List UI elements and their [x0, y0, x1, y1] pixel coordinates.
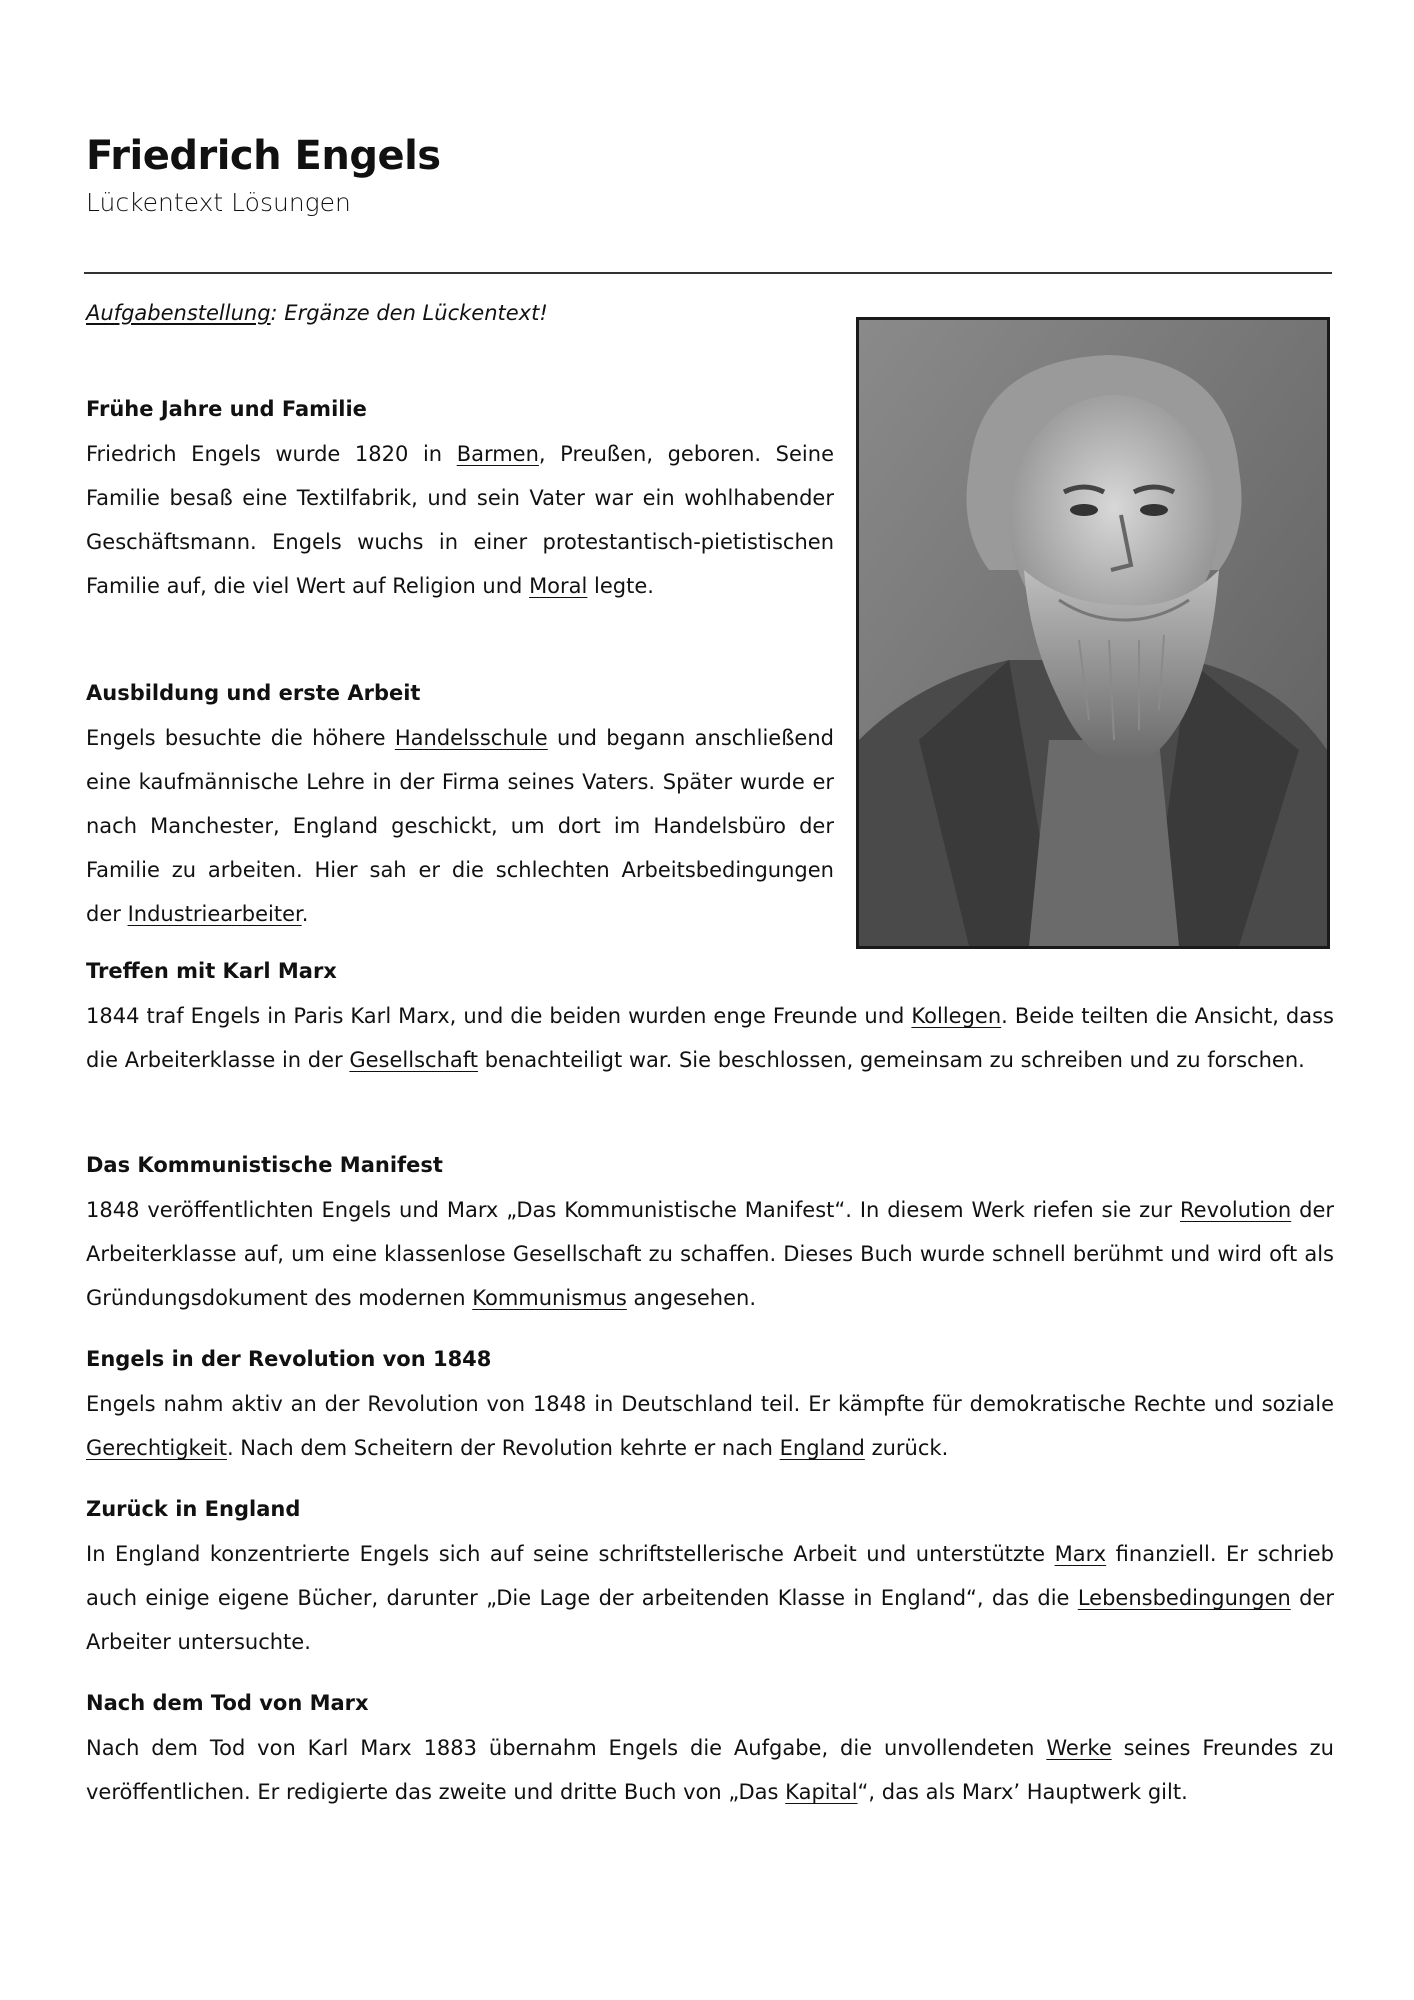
task-instruction [86, 300, 548, 327]
solution-word: Werke [1046, 1736, 1112, 1761]
solution-word: England [779, 1436, 865, 1461]
portrait-image [859, 320, 1327, 946]
section-ausbildung [86, 680, 834, 936]
solution-word: Marx [1054, 1542, 1107, 1567]
section-heading: Nach dem Tod von Marx [86, 1691, 369, 1715]
solution-word: Handelsschule [394, 726, 548, 751]
section-text: Engels nahm aktiv an der Revolution von 1848 in Deutschland teil. Er kämpfte für demokratische Rechte und soziale Gerechtigkeit. Nach dem Scheitern der Revolution kehrte er nach England zurück. [86, 1392, 1334, 1461]
section-heading: Frühe Jahre und Familie [86, 397, 367, 421]
section-revolution-1848 [86, 1346, 1334, 1470]
section-tod-marx [86, 1690, 1334, 1814]
portrait-photo [856, 317, 1330, 949]
task-label: Aufgabenstellung [86, 301, 271, 325]
header-divider [84, 272, 1332, 274]
section-heading: Das Kommunistische Manifest [86, 1153, 443, 1177]
section-zurueck-england [86, 1496, 1334, 1664]
section-fruehe-jahre [86, 396, 834, 608]
section-heading: Ausbildung und erste Arbeit [86, 681, 421, 705]
section-text: Nach dem Tod von Karl Marx 1883 übernahm Engels die Aufgabe, die unvollendeten Werke seines Freundes zu veröffentlichen. Er redigierte das zweite und dritte Buch von „Das Kapital“, das als Marx’ Hauptwerk gilt. [86, 1736, 1334, 1805]
section-heading: Zurück in England [86, 1497, 301, 1521]
solution-word: Kollegen [911, 1004, 1002, 1029]
section-heading: Treffen mit Karl Marx [86, 959, 337, 983]
section-text: In England konzentrierte Engels sich auf seine schriftstellerische Arbeit und unterstützte Marx finanziell. Er schrieb auch einige eigene Bücher, darunter „Die Lage der arbeitenden Klasse in England“, das die Lebensbedingungen der Arbeiter untersuchte. [86, 1542, 1335, 1655]
solution-word: Gesellschaft [349, 1048, 479, 1073]
solution-word: Gerechtigkeit [86, 1436, 227, 1461]
section-heading: Engels in der Revolution von 1848 [86, 1347, 492, 1371]
solution-word: Revolution [1180, 1198, 1292, 1223]
solution-word: Kapital [785, 1780, 858, 1805]
page-subtitle: Lückentext Lösungen [86, 188, 351, 217]
page-title: Friedrich Engels [86, 133, 441, 179]
task-text: : Ergänze den Lückentext! [270, 301, 548, 325]
solution-word: Kommunismus [472, 1286, 627, 1311]
section-text: 1844 traf Engels in Paris Karl Marx, und die beiden wurden enge Freunde und Kollegen. Beide teilten die Ansicht, dass die Arbeiterklasse in der Gesellschaft benachteiligt war. Sie beschlossen, gemeinsam zu schreiben und zu forschen. [86, 1004, 1334, 1073]
section-text: 1848 veröffentlichten Engels und Marx „Das Kommunistische Manifest“. In diesem Werk riefen sie zur Revolution der Arbeiterklasse auf, um eine klassenlose Gesellschaft zu schaffen. Dieses Buch wurde schnell berühmt und wird oft als Gründungsdokument des modernen Kommunismus angesehen. [86, 1198, 1335, 1311]
section-text: Friedrich Engels wurde 1820 in Barmen, Preußen, geboren. Seine Familie besaß eine Textilfabrik, und sein Vater war ein wohlhabender Geschäftsmann. Engels wuchs in einer protestantisch-pietistischen Familie auf, die viel Wert auf Religion und Moral legte. [86, 442, 834, 599]
solution-word: Barmen [456, 442, 539, 467]
section-manifest [86, 1152, 1334, 1320]
section-text: Engels besuchte die höhere Handelsschule und begann anschließend eine kaufmännische Lehre in der Firma seines Vaters. Später wurde er nach Manchester, England geschickt, um dort im Handelsbüro der Familie zu arbeiten. Hier sah er die schlechten Arbeitsbedingungen der Industriearbeiter. [86, 726, 834, 927]
section-treffen-marx [86, 958, 1334, 1082]
solution-word: Industriearbeiter [127, 902, 302, 927]
solution-word: Moral [529, 574, 588, 599]
solution-word: Lebensbedingungen [1077, 1586, 1291, 1611]
